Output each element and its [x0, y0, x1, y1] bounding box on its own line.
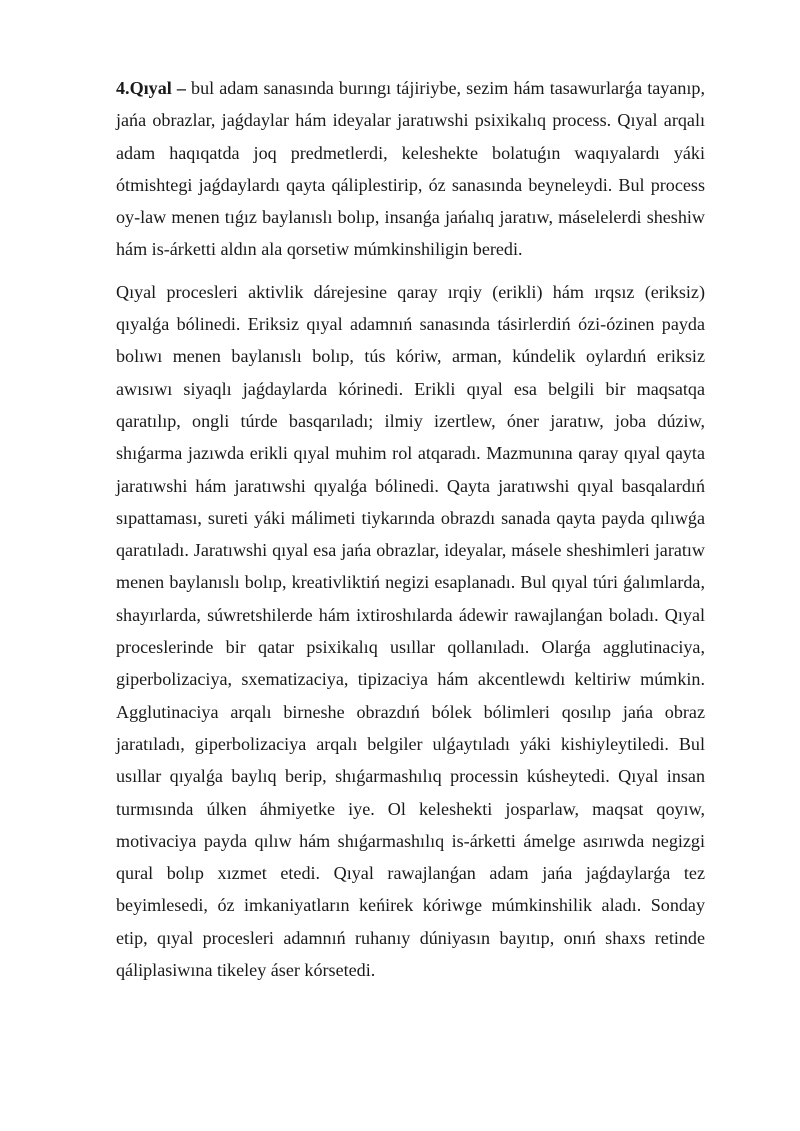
heading-dash: –: [171, 78, 186, 98]
section-heading: [116, 78, 186, 98]
section-number-title: 4.Qıyal: [116, 78, 172, 98]
paragraph-types: Qıyal procesleri aktivlik dárejesine qaray ırqiy (erikli) hám ırqsız (eriksiz) qıyalǵa bólinedi. Eriksiz qıyal adamnıń sanasında tásirlerdiń ózi-ózinen payda bolıwı menen baylanıslı bolıp, tús kóriw, arman, kúndelik oylardıń eriksiz awısıwı siyaqlı jaǵdaylarda kórinedi. Erikli qıyal esa belgili bir maqsatqa qaratılıp, ongli túrde basqarıladı; ilmiy izertlew, óner jaratıw, joba dúziw, shıǵarma jazıwda erikli qıyal muhim rol atqaradı. Mazmunına qaray qıyal qayta jaratıwshi hám jaratıwshi qıyalǵa bólinedi. Qayta jaratıwshi qıyal basqalardıń sıpattaması, sureti yáki málimeti tiykarında obrazdı sanada qayta payda qılıwǵa qaratıladı. Jaratıwshi qıyal esa jańa obrazlar, ideyalar, másele sheshimleri jaratıw menen baylanıslı bolıp, kreativliktiń negizi esaplanadı. Bul qıyal túri ǵalımlarda, shayırlarda, súwretshilerde hám ixtiroshılarda ádewir rawajlanǵan boladı. Qıyal proceslerinde bir qatar psixikalıq usıllar qollanıladı. Olarǵa agglutinaciya, giperbolizaciya, sxematizaciya, tipizaciya hám akcentlewdı keltiriw múmkin. Agglutinaciya arqalı birneshe obrazdıń bólek bólimleri qosılıp jańa obraz jaratıladı, giperbolizaciya arqalı belgiler ulǵaytıladı yáki kishiyleytiledi. Bul usıllar qıyalǵa baylıq berip, shıǵarmashılıq processin kúsheytedi. Qıyal insan turmısında úlken áhmiyetke iye. Ol keleshekti josparlaw, maqsat qoyıw, motivaciya payda qılıw hám shıǵarmashılıq is-árketti ámelge asırıwda negizgi qural bolıp xızmet etedi. Qıyal rawajlanǵan adam jańa jaǵdaylarǵa tez beyimlesedi, óz imkaniyatların keńirek kóriwge múmkinshilik aladı. Sonday etip, qıyal procesleri adamnıń ruhanıy dúniyasın bayıtıp, onıń shaxs retinde qáliplasiwına tikeley áser kórsetedi.: [116, 281, 705, 981]
document-page: [116, 72, 705, 996]
paragraph-definition-body: bul adam sanasında burıngı tájiriybe, sezim hám tasawurlarǵa tayanıp, jańa obrazlar, jaǵdaylar hám ideyalar jaratıwshi psixikalıq process. Qıyal arqalı adam haqıqatda joq predmetlerdi, keleshekte bolatuǵın waqıyalardı yáki ótmishtegi jaǵdaylardı qayta qáliplestirip, óz sanasında beyneleydi. Bul process oy-law menen tıǵız baylanıslı bolıp, insanǵa jańalıq jaratıw, máselelerdi sheshiw hám is-árketti aldın ala qorsetiw múmkinshiligin beredi.: [116, 78, 705, 260]
paragraph-definition: [116, 72, 705, 266]
